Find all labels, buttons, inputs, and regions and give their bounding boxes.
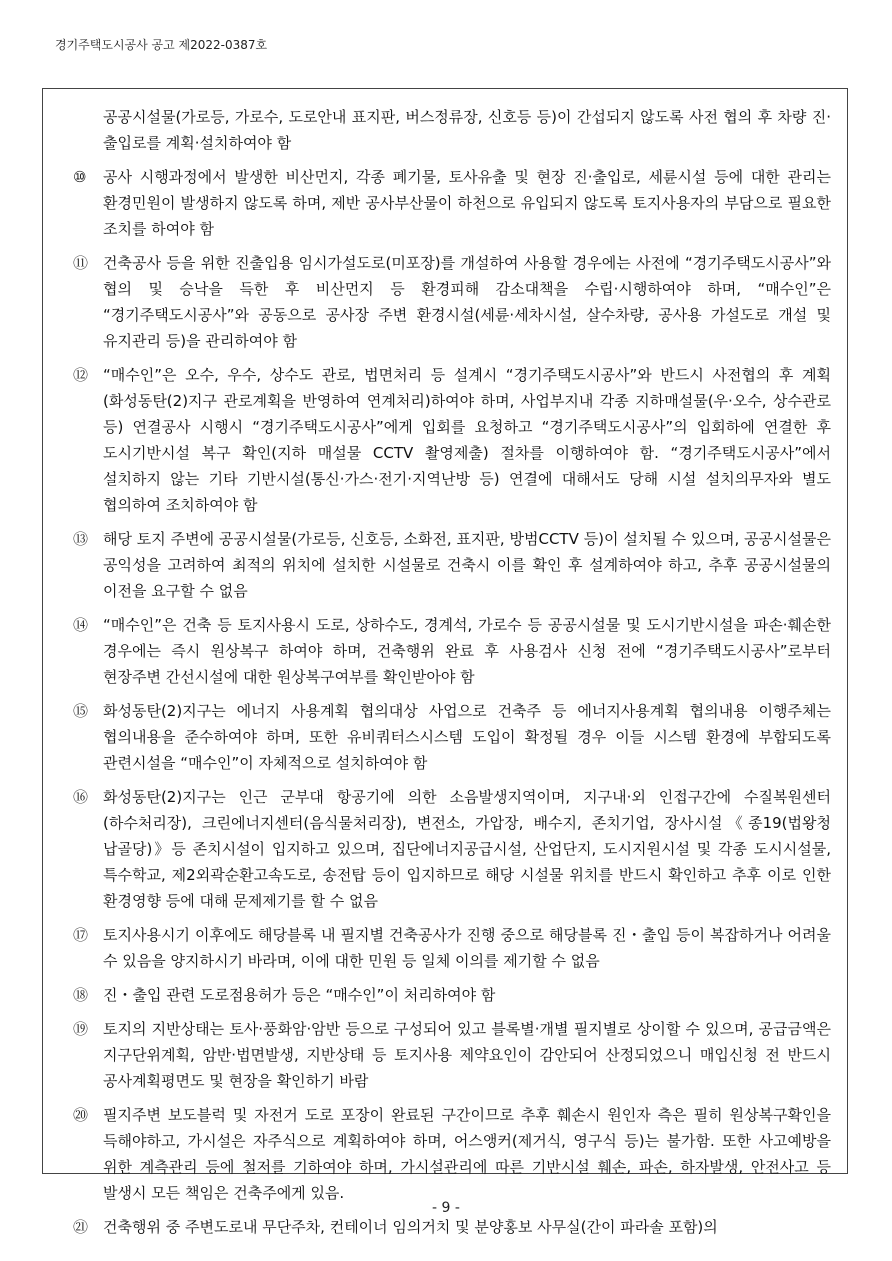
clause-text: 필지주변 보도블럭 및 자전거 도로 포장이 완료된 구간이므로 추후 훼손시 원인자 측은 필히 원상복구확인을 득해야하고, 가시설은 자주식으로 계획하여야 하며, 어스앵커(제거식, 영구식 등)는 불가함. 또한 사고예방을 위한 계측관리 등에 철저를 기하여야 하며, 가시설관리에 따른 기반시설 훼손, 파손, 하자발생, 안전사고 등 발생시 모든 책임은 건축주에게 있음. [103, 1106, 831, 1202]
clause-number: ⑳ [73, 1106, 89, 1124]
clause-text: 화성동탄(2)지구는 인근 군부대 항공기에 의한 소음발생지역이며, 지구내·외 인접구간에 수질복원센터(하수처리장), 크린에너지센터(음식물처리장), 변전소, 가압장, 배수지, 존치기업, 장사시설《종19(법왕청 납골당)》등 존치시설이 입지하고 있으며, 집단에너지공급시설, 산업단지, 도시지원시설 및 각종 도시시설물, 특수학교, 제2외곽순환고속도로, 송전탑 등이 입지하므로 해당 시설물 위치를 반드시 확인하고 추후 이로 인한 환경영향 등에 대해 문제제기를 할 수 없음 [103, 788, 831, 910]
clause-text: 토지사용시기 이후에도 해당블록 내 필지별 건축공사가 진행 중으로 해당블록 진・출입 등이 복잡하거나 어려울 수 있음을 양지하시기 바라며, 이에 대한 민원 등 일체 이의를 제기할 수 없음 [103, 926, 831, 970]
clause-item-15 [73, 698, 831, 776]
clause-text: 건축공사 등을 위한 진출입용 임시가설도로(미포장)를 개설하여 사용할 경우에는 사전에 “경기주택도시공사”와 협의 및 승낙을 득한 후 비산먼지 등 환경피해 감소대책을 수립·시행하여야 하며, “매수인”은 “경기주택도시공사”와 공동으로 공사장 주변 환경시설(세륜·세차시설, 살수차량, 공사용 가설도로 개설 및 유지관리 등)을 관리하여야 함 [103, 254, 831, 350]
clause-text: “매수인”은 건축 등 토지사용시 도로, 상하수도, 경계석, 가로수 등 공공시설물 및 도시기반시설을 파손·훼손한 경우에는 즉시 원상복구 하여야 하며, 건축행위 완료 후 사용검사 신청 전에 “경기주택도시공사”로부터 현장주변 간선시설에 대한 원상복구여부를 확인받아야 함 [103, 616, 831, 686]
clause-text: 해당 토지 주변에 공공시설물(가로등, 신호등, 소화전, 표지판, 방범CCTV 등)이 설치될 수 있으며, 공공시설물은 공익성을 고려하여 최적의 위치에 설치한 시설물로 건축시 이를 확인 후 설계하여야 하고, 추후 공공시설물의 이전을 요구할 수 없음 [103, 530, 831, 600]
clause-item-19 [73, 1016, 831, 1094]
clause-number: ⑮ [73, 702, 89, 720]
clause-item-18 [73, 982, 831, 1008]
clause-text: 건축행위 중 주변도로내 무단주차, 컨테이너 임의거치 및 분양홍보 사무실(간이 파라솔 포함)의 [103, 1218, 718, 1236]
clause-text: 토지의 지반상태는 토사·풍화암·암반 등으로 구성되어 있고 블록별·개별 필지별로 상이할 수 있으며, 공급금액은 지구단위계획, 암반·법면발생, 지반상태 등 토지사용 제약요인이 감안되어 산정되었으니 매입신청 전 반드시 공사계획평면도 및 현장을 확인하기 바람 [103, 1020, 831, 1090]
clause-number: ⑭ [73, 616, 89, 634]
clause-item-11 [73, 250, 831, 354]
clause-item-10 [73, 164, 831, 242]
clause-number: ⑬ [73, 530, 89, 548]
continuation-paragraph [73, 104, 831, 156]
clause-number: ⑲ [73, 1020, 89, 1038]
clause-item-16 [73, 784, 831, 914]
clause-text: 화성동탄(2)지구는 에너지 사용계획 협의대상 사업으로 건축주 등 에너지사용계획 협의내용 이행주체는 협의내용을 준수하여야 하며, 또한 유비쿼터스시스템 도입이 확정될 경우 이들 시스템 환경에 부합되도록 관련시설을 “매수인”이 자체적으로 설치하여야 함 [103, 702, 831, 772]
clause-item-21 [73, 1214, 831, 1240]
clause-number: ⑰ [73, 926, 89, 944]
clause-item-17 [73, 922, 831, 974]
clause-number: ⑪ [73, 254, 89, 272]
clause-item-14 [73, 612, 831, 690]
clause-number: ⑱ [73, 986, 89, 1004]
page-number: - 9 - [432, 1200, 460, 1216]
clause-number: ⑩ [73, 168, 87, 186]
clause-text: 진・출입 관련 도로점용허가 등은 “매수인”이 처리하여야 함 [103, 986, 496, 1004]
clause-number: ㉑ [73, 1218, 89, 1236]
clause-number: ⑫ [73, 366, 89, 384]
content-frame [42, 88, 848, 1236]
clause-item-13 [73, 526, 831, 604]
clause-item-20 [73, 1102, 831, 1206]
notice-number: 경기주택도시공사 공고 제2022-0387호 [55, 38, 268, 52]
clause-text: 공사 시행과정에서 발생한 비산먼지, 각종 폐기물, 토사유출 및 현장 진·출입로, 세륜시설 등에 대한 관리는 환경민원이 발생하지 않도록 하며, 제반 공사부산물이 하천으로 유입되지 않도록 토지사용자의 부담으로 필요한 조치를 하여야 함 [103, 168, 831, 238]
clause-text: “매수인”은 오수, 우수, 상수도 관로, 법면처리 등 설계시 “경기주택도시공사”와 반드시 사전협의 후 계획(화성동탄(2)지구 관로계획을 반영하여 연계처리)하여야 하며, 사업부지내 각종 지하매설물(우·오수, 상수관로 등) 연결공사 시행시 “경기주택도시공사”에게 입회를 요청하고 “경기주택도시공사”의 입회하에 연결한 후 도시기반시설 복구 확인(지하 매설물 CCTV 촬영제출) 절차를 이행하여야 함. “경기주택도시공사”에서 설치하지 않는 기타 기반시설(통신·가스·전기·지역난방 등) 연결에 대해서도 당해 시설 설치의무자와 별도 협의하여 조치하여야 함 [103, 366, 831, 514]
clause-item-12 [73, 362, 831, 518]
clause-number: ⑯ [73, 788, 89, 806]
clause-list [73, 104, 831, 1240]
continuation-text: 공공시설물(가로등, 가로수, 도로안내 표지판, 버스정류장, 신호등 등)이 간섭되지 않도록 사전 협의 후 차량 진·출입로를 계획·설치하여야 함 [103, 108, 831, 152]
